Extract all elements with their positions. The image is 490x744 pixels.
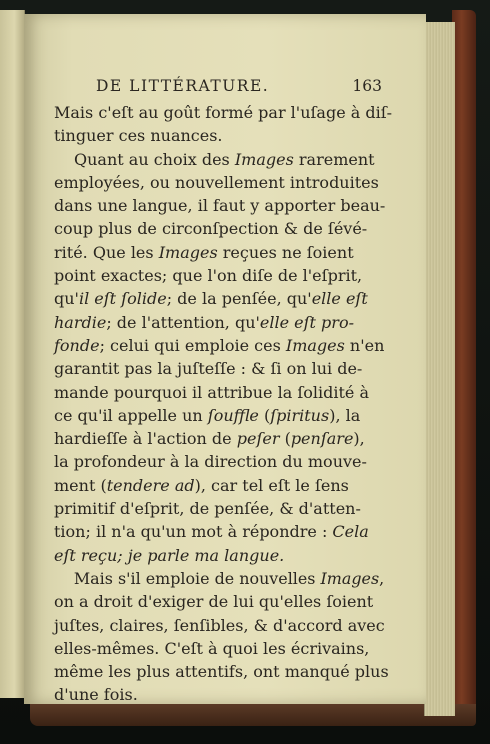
text-run: primitif d'eſprit, de penſée, & d'atten- [54, 499, 361, 519]
text-line [54, 101, 404, 124]
text-run: ), car tel eſt le ſens [194, 475, 349, 495]
page-stack [424, 22, 455, 716]
text-line [54, 590, 404, 613]
page-number: 163 [352, 77, 382, 95]
running-title: DE LITTÉRATURE. [96, 77, 270, 95]
text-line [54, 381, 404, 404]
paragraph [54, 148, 404, 567]
text-run: même les plus attentifs, ont manqué plus [54, 662, 389, 682]
page-text [54, 74, 404, 707]
text-line [54, 334, 404, 357]
text-run: reçues ne ſoient [217, 242, 354, 262]
text-run: qu' [54, 289, 79, 309]
italic-text: elle eſt [311, 289, 368, 309]
text-line [54, 287, 404, 310]
text-line [54, 683, 404, 706]
text-run: juſtes, claires, ſenſibles, & d'accord avec [54, 615, 385, 635]
text-run: Mais s'il emploie de nouvelles [73, 568, 321, 588]
text-run: mande pourquoi il attribue la ſolidité à [54, 382, 370, 402]
text-run: point exactes; que l'on diſe de l'eſprit, [54, 266, 363, 286]
text-run: hardieſſe à l'action de [54, 429, 237, 449]
text-run: ( [258, 405, 271, 425]
text-run: d'une fois. [54, 685, 138, 705]
text-line [54, 171, 404, 194]
text-line [54, 241, 404, 264]
italic-text: penſare [290, 429, 354, 449]
text-run: ; de l'attention, qu' [106, 312, 260, 332]
text-run: elles-mêmes. C'eſt à quoi les écrivains, [54, 638, 370, 658]
italic-text: Images [234, 149, 294, 169]
text-run: n'en [344, 335, 385, 355]
text-run: rité. Que les [54, 242, 159, 262]
facing-page-edge [0, 10, 25, 698]
italic-text: ſpiritus [270, 405, 330, 425]
body-text [54, 101, 404, 707]
text-line [54, 357, 404, 380]
paragraph [54, 101, 404, 148]
italic-text: Images [285, 335, 345, 355]
text-line [54, 660, 404, 683]
running-header [54, 74, 404, 99]
italic-text: eſt reçu; je parle ma langue. [54, 545, 285, 565]
text-line [54, 544, 404, 567]
text-run: ), [353, 429, 365, 449]
text-run: rarement [293, 149, 375, 169]
text-line [54, 474, 404, 497]
italic-text: Cela [332, 522, 369, 542]
italic-text: Images [158, 242, 218, 262]
book-cover-bottom [30, 704, 476, 726]
text-line [54, 567, 402, 590]
text-run: employées, ou nouvellement introduites [54, 172, 379, 192]
text-line [54, 404, 404, 427]
text-line [54, 427, 404, 450]
text-run: , [379, 568, 385, 588]
italic-text: tendere ad [106, 475, 195, 495]
text-line [54, 311, 404, 334]
text-run: ; celui qui emploie ces [99, 335, 286, 355]
text-run: la profondeur à la direction du mouve- [54, 452, 367, 472]
text-line [54, 148, 404, 171]
text-line [54, 450, 404, 473]
text-line [54, 520, 404, 543]
text-run: ment ( [54, 475, 107, 495]
text-run: ; de la penſée, qu' [166, 289, 312, 309]
text-run: Quant au choix des [74, 149, 235, 169]
italic-text: fonde [54, 335, 100, 355]
text-run: garantit pas la juſteſſe : & ſi on lui de- [54, 359, 363, 379]
text-line [54, 217, 404, 240]
text-line [54, 497, 404, 520]
italic-text: hardie [54, 312, 107, 332]
paragraph [54, 567, 404, 707]
text-line [54, 637, 404, 660]
text-run: ce qu'il appelle un [54, 405, 208, 425]
italic-text: Images [320, 568, 380, 588]
italic-text: ſouffle [207, 405, 259, 425]
text-run: on a droit d'exiger de lui qu'elles ſoient [54, 592, 374, 612]
text-run: tinguer ces nuances. [54, 126, 223, 146]
italic-text: elle eſt pro- [259, 312, 354, 332]
text-run: ( [279, 429, 291, 449]
italic-text: peſer [236, 429, 280, 449]
text-line [54, 124, 404, 147]
text-run: dans une langue, il faut y apporter beau- [54, 196, 386, 216]
text-run: tion; il n'a qu'un mot à répondre : [54, 522, 333, 542]
text-run: Mais c'eſt au goût formé par l'uſage à diſ- [54, 103, 393, 122]
text-line [54, 194, 404, 217]
book-cover-edge [452, 10, 476, 724]
text-run: coup plus de circonſpection & de ſévé- [54, 219, 368, 239]
text-run: ), la [329, 405, 361, 425]
text-line [54, 614, 404, 637]
italic-text: il eſt ſolide [78, 289, 167, 309]
text-line [54, 264, 404, 287]
